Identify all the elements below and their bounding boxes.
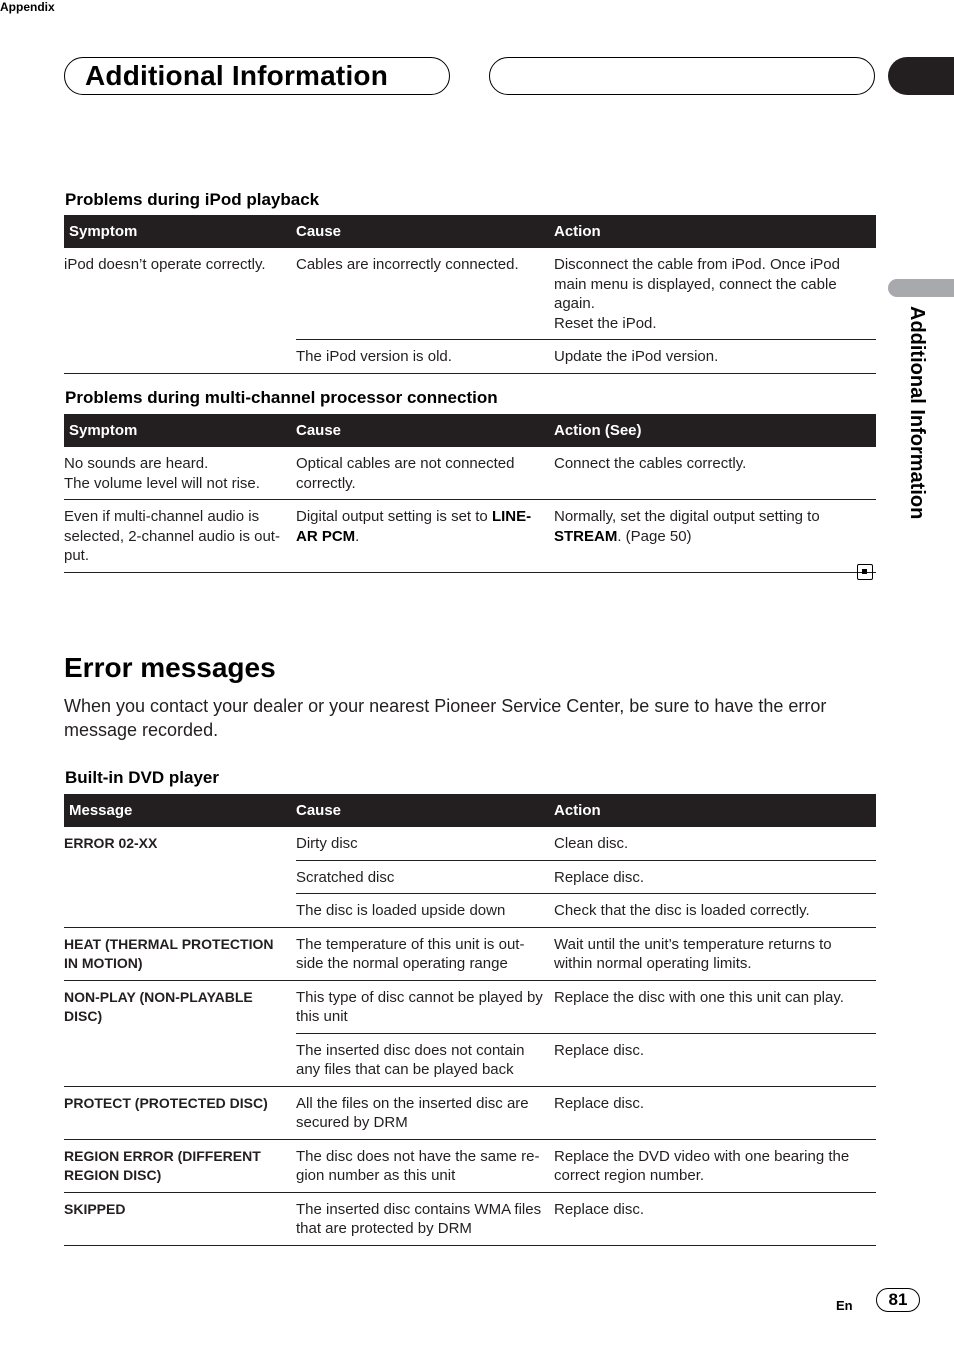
cause-cell (296, 1192, 554, 1245)
cell-text: The inserted disc contains WMA files that are protected by DRM (296, 1200, 542, 1237)
section-title: Additional Information (85, 60, 389, 91)
cell-text: The disc does not have the same re-gion number as this unit (296, 1147, 540, 1184)
error-code: REGION ERROR (DIFFERENT REGION DISC) (64, 1147, 261, 1183)
chapter-tab (888, 57, 954, 95)
column-header-action: Action (554, 794, 876, 827)
cell-text: The iPod version is old. (296, 348, 452, 365)
table-row (64, 1192, 876, 1245)
column-header-symptom: Symptom (64, 215, 296, 248)
table-row (64, 447, 876, 500)
cause-cell (296, 248, 554, 340)
section-end-icon (857, 564, 873, 580)
column-header-cause: Cause (296, 215, 554, 248)
cell-text: Scratched disc (296, 868, 395, 886)
multichannel-problems-table (64, 414, 876, 573)
action-cell (554, 447, 876, 500)
table-header-row (64, 794, 876, 827)
error-code: PROTECT (PROTECTED DISC) (64, 1094, 268, 1111)
cell-text: The disc is loaded upside down (296, 902, 506, 919)
action-cell (554, 1033, 876, 1086)
cause-cell (296, 860, 554, 894)
side-tab-marker (888, 279, 954, 297)
error-code: SKIPPED (64, 1200, 126, 1217)
cause-cell (296, 340, 554, 374)
cell-text: . (355, 527, 360, 545)
symptom-cell (64, 500, 296, 573)
column-header-message: Message (64, 794, 296, 827)
cell-text: The inserted disc does not contain any files that can be played back (296, 1041, 525, 1078)
error-messages-intro: When you contact your dealer or your nearest Pioneer Service Center, be sure to have the error message recorded. (64, 696, 827, 740)
cell-text: Update the iPod version. (554, 348, 719, 365)
cell-text: No sounds are heard. (64, 455, 209, 472)
setting-name: LINE-AR PCM (296, 508, 532, 545)
message-cell (64, 927, 296, 980)
dvd-player-heading: Built-in DVD player (65, 768, 219, 787)
cell-text: Wait until the unit’s temperature returns to within normal operating limits. (554, 935, 832, 972)
ipod-problems-table (64, 215, 876, 374)
cell-text: Cables are incorrectly connected. (296, 256, 519, 273)
action-cell (554, 1086, 876, 1139)
cell-text: Replace the DVD video with one bearing the correct region number. (554, 1147, 850, 1184)
symptom-cell (64, 447, 296, 500)
cell-text: Normally, set the digital output setting to (554, 508, 820, 525)
cell-text: . (Page 50) (617, 527, 692, 545)
multichannel-section-heading: Problems during multi-channel processor connection (65, 388, 498, 407)
action-cell (554, 340, 876, 374)
column-header-cause: Cause (296, 414, 554, 447)
cause-cell (296, 447, 554, 500)
cause-cell (296, 827, 554, 860)
message-cell (64, 1086, 296, 1139)
action-cell (554, 894, 876, 928)
appendix-label: Appendix (0, 0, 55, 14)
cause-cell (296, 1139, 554, 1192)
action-cell (554, 927, 876, 980)
cell-text: Replace disc. (554, 1041, 645, 1059)
cell-text: The volume level will not rise. (64, 474, 260, 492)
header-empty-box (489, 57, 875, 95)
action-cell (554, 827, 876, 860)
error-messages-title: Error messages (64, 652, 276, 683)
cell-text: The temperature of this unit is out-side the normal operating range (296, 935, 525, 972)
action-cell (554, 500, 876, 573)
cell-text: iPod doesn’t operate correctly. (64, 256, 266, 273)
action-cell (554, 1192, 876, 1245)
cell-text: Clean disc. (554, 835, 629, 852)
table-row (64, 248, 876, 340)
message-cell (64, 1139, 296, 1192)
cause-cell (296, 894, 554, 928)
section-title-box (64, 57, 450, 95)
column-header-action: Action (554, 215, 876, 248)
cell-text: Even if multi-channel audio is selected, 2-channel audio is out-put. (64, 508, 280, 564)
cause-cell (296, 1033, 554, 1086)
cell-text: Replace disc. (554, 868, 645, 886)
cell-text: All the files on the inserted disc are secured by DRM (296, 1094, 529, 1131)
error-code: HEAT (THERMAL PROTECTION IN MOTION) (64, 935, 274, 971)
dvd-error-table (64, 794, 876, 1246)
table-row (64, 827, 876, 860)
cell-text: Check that the disc is loaded correctly. (554, 902, 810, 919)
table-row (64, 500, 876, 573)
action-cell (554, 860, 876, 894)
cell-text: Optical cables are not connected correctly. (296, 455, 515, 492)
cause-cell (296, 980, 554, 1033)
error-code: ERROR 02-XX (64, 835, 158, 851)
action-cell (554, 1139, 876, 1192)
cell-text: This type of disc cannot be played by this unit (296, 988, 543, 1025)
cause-cell (296, 1086, 554, 1139)
table-row (64, 1086, 876, 1139)
cell-text: Digital output setting is set to (296, 508, 492, 525)
page-number: 81 (876, 1288, 920, 1312)
message-cell (64, 980, 296, 1086)
cell-text: Connect the cables correctly. (554, 455, 747, 472)
cause-cell (296, 927, 554, 980)
language-label: En (836, 1298, 853, 1313)
side-section-label: Additional Information (906, 306, 928, 520)
column-header-symptom: Symptom (64, 414, 296, 447)
cell-text: Replace disc. (554, 1200, 645, 1218)
action-cell (554, 980, 876, 1033)
ipod-section-heading: Problems during iPod playback (65, 190, 320, 209)
table-row (64, 980, 876, 1033)
message-cell (64, 1192, 296, 1245)
column-header-action: Action (See) (554, 414, 876, 447)
table-header-row (64, 215, 876, 248)
table-header-row (64, 414, 876, 447)
cell-text: Reset the iPod. (554, 314, 657, 332)
symptom-cell (64, 248, 296, 373)
table-row (64, 1139, 876, 1192)
column-header-cause: Cause (296, 794, 554, 827)
cell-text: Replace disc. (554, 1094, 645, 1112)
table-row (64, 927, 876, 980)
cell-text: Disconnect the cable from iPod. Once iPod main menu is displayed, connect the cable again. (554, 256, 840, 312)
error-code: NON-PLAY (NON-PLAYABLE DISC) (64, 988, 253, 1024)
cause-cell (296, 500, 554, 573)
message-cell (64, 827, 296, 927)
cell-text: Replace the disc with one this unit can play. (554, 988, 844, 1006)
setting-name: STREAM (554, 527, 618, 545)
action-cell (554, 248, 876, 340)
cell-text: Dirty disc (296, 835, 358, 852)
